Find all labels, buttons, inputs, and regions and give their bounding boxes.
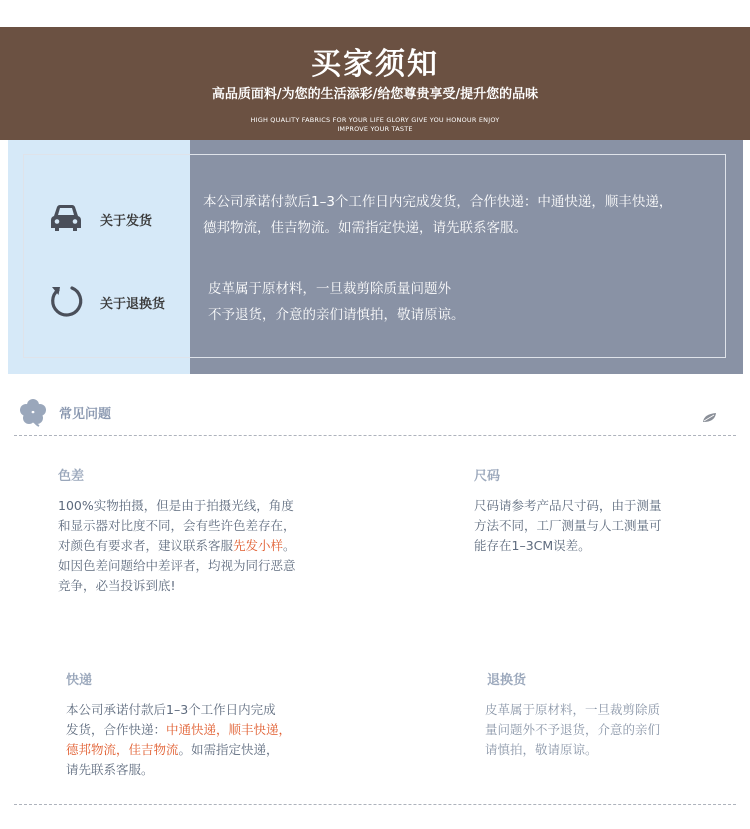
shipping-text-line-1: 本公司承诺付款后1–3个工作日内完成发货，合作快递：中通快递，顺丰快递，	[203, 194, 673, 210]
size-line-1: 尺码请参考产品尺寸码，由于测量	[474, 498, 662, 513]
car-icon	[48, 202, 84, 234]
color-diff-title: 色差	[58, 469, 85, 484]
faq-divider-bottom	[14, 804, 736, 805]
express-line-2	[66, 720, 291, 740]
color-diff-line-4: 如因色差问题给中差评者，均视为同行恶意	[58, 558, 296, 573]
flower-icon	[18, 397, 48, 427]
banner-english-line-2: IMPROVE YOUR TASTE	[337, 125, 413, 133]
returns-text	[208, 276, 465, 328]
page-title: 买家须知	[311, 47, 439, 82]
size-line-3: 能存在1–3CM误差。	[474, 538, 591, 553]
shipping-label: 关于发货	[100, 214, 153, 229]
faq-header	[16, 396, 736, 426]
color-diff-line-3-end: 。	[283, 538, 296, 553]
returns-label: 关于退换货	[100, 297, 166, 312]
exchange-line-1: 皮革属于原材料，一旦裁剪除质	[485, 702, 661, 717]
exchange-title: 退换货	[487, 673, 527, 688]
exchange-line-2: 量问题外不予退货，介意的亲们	[485, 722, 661, 737]
refresh-icon	[46, 281, 86, 321]
express-text	[66, 700, 291, 780]
express-couriers-highlight: 中通快递，顺丰快递，	[166, 722, 292, 737]
express-title: 快递	[66, 673, 93, 688]
color-diff-line-2: 和显示器对比度不同，会有些许色差存在，	[58, 518, 296, 533]
returns-text-line-1: 皮革属于原材料，一旦裁剪除质量问题外	[208, 281, 451, 297]
banner-english-line-1: HIGH QUALITY FABRICS FOR YOUR LIFE GLORY GIVE YOU HONOUR ENJOY	[250, 116, 500, 124]
notice-panel	[8, 140, 743, 374]
faq-divider-top	[14, 435, 736, 436]
banner-english-text	[0, 116, 750, 134]
express-line-1: 本公司承诺付款后1–3个工作日内完成	[66, 702, 276, 717]
faq-title: 常见问题	[59, 407, 112, 422]
express-line-3-text: 。如需指定快递，	[178, 742, 279, 757]
color-diff-line-5: 竞争，必当投诉到底!	[58, 578, 176, 593]
header-banner	[0, 27, 750, 140]
banner-subtitle: 高品质面料/为您的生活添彩/给您尊贵享受/提升您的品味	[211, 87, 539, 102]
returns-text-line-2: 不予退货，介意的亲们请慎拍，敬请原谅。	[208, 307, 465, 323]
leaf-icon	[702, 409, 718, 421]
size-text	[474, 496, 662, 556]
color-diff-line-3	[58, 536, 296, 556]
shipping-text	[203, 189, 672, 241]
size-line-2: 方法不同，工厂测量与人工测量可	[474, 518, 662, 533]
express-line-4: 请先联系客服。	[66, 762, 154, 777]
express-line-3	[66, 740, 291, 760]
size-title: 尺码	[474, 469, 501, 484]
exchange-text	[485, 700, 660, 760]
sample-highlight: 先发小样	[233, 538, 284, 553]
color-diff-line-1: 100%实物拍摄，但是由于拍摄光线，角度	[58, 498, 294, 513]
express-line-2-text: 发货，合作快递：	[66, 722, 167, 737]
color-diff-line-3-text: 对颜色有要求者，建议联系客服	[58, 538, 234, 553]
shipping-text-line-2: 德邦物流，佳吉物流。如需指定快递，请先联系客服。	[203, 220, 527, 236]
color-diff-text	[58, 496, 296, 596]
exchange-line-3: 请慎拍，敬请原谅。	[485, 742, 598, 757]
express-logistics-highlight: 德邦物流，佳吉物流	[66, 742, 179, 757]
